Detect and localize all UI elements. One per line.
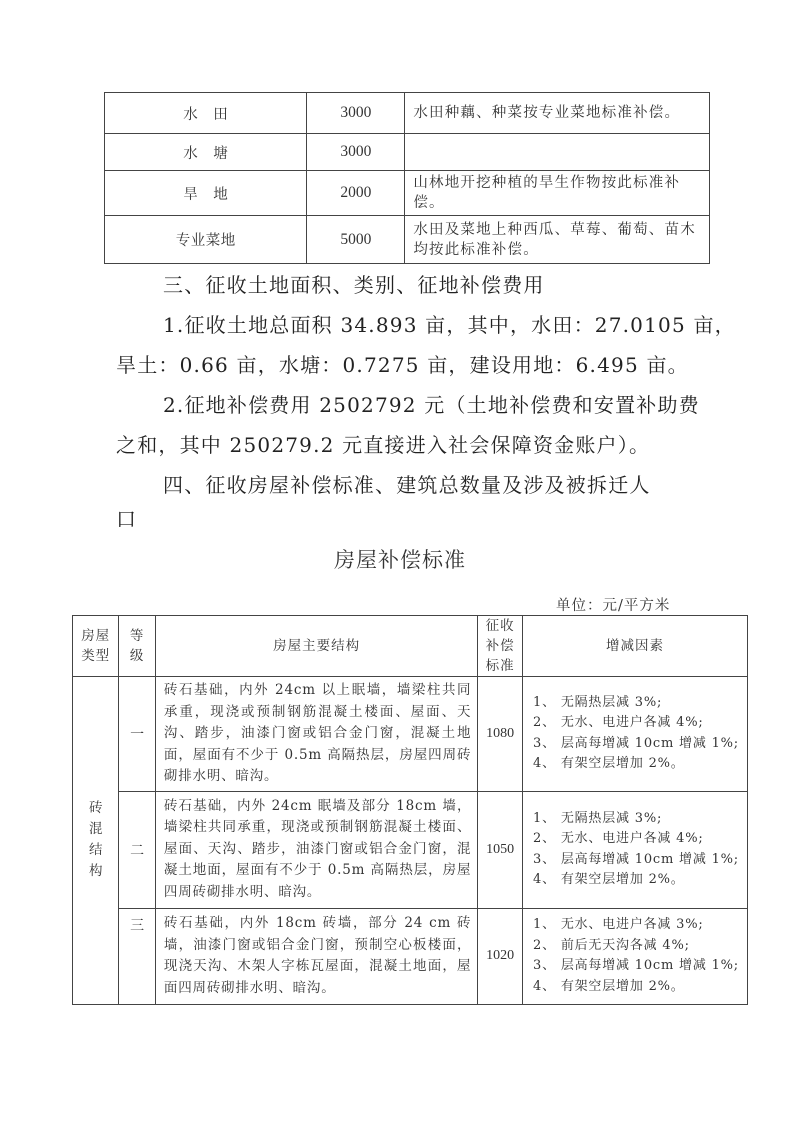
land-note-cell: 水田及菜地上种西瓜、草莓、葡萄、苗木均按此标准补偿。 <box>405 216 710 264</box>
table-row <box>73 908 748 1004</box>
land-type: 旱 地 <box>183 186 229 203</box>
land-type: 专业菜地 <box>175 233 236 249</box>
land-price-cell: 3000 <box>307 93 405 134</box>
factor-item: 1、 无隔热层减 3%; <box>533 810 663 826</box>
price-cell: 1080 <box>478 677 523 792</box>
factor-item: 3、 层高每增减 10cm 增减 1%; <box>533 958 739 973</box>
factor-item: 1、 无水、电进户各减 3%; <box>533 917 704 932</box>
section3-p1-line1: 1.征收土地总面积 34.893 亩，其中，水田：27.0105 亩， <box>163 313 736 337</box>
house-type-label <box>88 798 104 882</box>
price-cell: 1050 <box>478 791 523 908</box>
house-type-char: 结 <box>88 842 103 859</box>
factors-cell <box>523 791 748 908</box>
header-text: 类型 <box>81 648 111 664</box>
section4-heading-line2: 口 <box>116 507 138 531</box>
land-compensation-table <box>104 92 710 264</box>
header-text: 等 <box>129 628 145 644</box>
factor-item: 3、 层高每增减 10cm 增减 1%; <box>533 851 739 867</box>
land-row <box>105 171 710 216</box>
section3-p1-line2: 旱土：0.66 亩，水塘：0.7275 亩，建设用地：6.495 亩。 <box>116 353 689 377</box>
section3-p2-line2: 之和，其中 250279.2 元直接进入社会保障资金账户）。 <box>116 433 651 457</box>
land-row <box>105 216 710 264</box>
grade-cell: 三 <box>119 908 156 1004</box>
land-row <box>105 93 710 134</box>
house-table-title: 房屋补偿标准 <box>334 548 466 572</box>
factor-item: 1、 无隔热层减 3%; <box>533 694 663 710</box>
header-grade <box>119 616 156 677</box>
land-note-cell: 山林地开挖种植的旱生作物按此标准补偿。 <box>405 171 710 216</box>
header-row <box>73 616 748 677</box>
section4-heading-line1: 四、征收房屋补偿标准、建筑总数量及涉及被拆迁人 <box>163 473 651 497</box>
unit-label: 单位：元/平方米 <box>556 598 671 614</box>
header-text: 标准 <box>485 658 515 674</box>
structure-cell: 砖石基础，内外 18cm 砖墙，部分 24 cm 砖墙，油漆门窗或铝合金门窗，预制空心板楼面，现浇天沟、木架人字栋瓦屋面，混凝土地面，屋面四周砖砌排水明、暗沟。 <box>155 908 477 1004</box>
section3-p2-line1: 2.征地补偿费用 2502792 元（土地补偿费和安置补助费 <box>163 393 700 417</box>
house-compensation-table <box>72 615 748 1005</box>
header-text: 补偿 <box>485 638 515 654</box>
land-price-cell: 5000 <box>307 216 405 264</box>
table-row <box>73 791 748 908</box>
factor-item: 2、 无水、电进户各减 4%; <box>533 715 704 731</box>
land-type-cell <box>105 134 307 171</box>
grade-cell: 二 <box>119 791 156 908</box>
header-structure: 房屋主要结构 <box>155 616 477 677</box>
header-price <box>478 616 523 677</box>
factor-item: 2、 无水、电进户各减 4%; <box>533 831 704 846</box>
factor-item: 4、 有架空层增加 2%。 <box>533 756 685 772</box>
header-house-type <box>73 616 119 677</box>
house-type-char: 构 <box>88 863 103 880</box>
header-text: 房屋 <box>81 628 111 644</box>
factor-item: 2、 前后无天沟各减 4%; <box>533 937 690 953</box>
land-type-cell <box>105 93 307 134</box>
structure-cell: 砖石基础，内外 24cm 以上眠墙，墙梁柱共同承重，现浇或预制钢筋混凝土楼面、屋面、天沟、踏步，油漆门窗或铝合金门窗，混凝土地面，屋面有不少于 0.5m 高隔热层，房屋四周砖砌排水明、暗沟。 <box>155 677 477 792</box>
header-text: 级 <box>129 648 145 664</box>
table-row <box>73 677 748 792</box>
house-type-cell <box>73 677 119 1005</box>
land-price-cell: 2000 <box>307 171 405 216</box>
factor-item: 4、 有架空层增加 2%。 <box>533 978 685 994</box>
header-text: 征收 <box>485 618 515 634</box>
header-factors: 增减因素 <box>523 616 748 677</box>
structure-cell: 砖石基础，内外 24cm 眠墙及部分 18cm 墙，墙梁柱共同承重，现浇或预制钢筋混凝土楼面、屋面、天沟、踏步，油漆门窗或铝合金门窗，混凝土地面，屋面有不少于 0.5m 高隔热层，房屋四周砖砌排水明、暗沟。 <box>155 791 477 908</box>
section3-heading: 三、征收土地面积、类别、征地补偿费用 <box>163 273 545 297</box>
land-type-cell <box>105 216 307 264</box>
house-type-char: 混 <box>88 821 103 838</box>
land-type-cell <box>105 171 307 216</box>
land-note-cell <box>405 134 710 171</box>
factors-cell <box>523 677 748 792</box>
factor-item: 3、 层高每增减 10cm 增减 1%; <box>533 735 739 751</box>
land-price-cell: 3000 <box>307 134 405 171</box>
factor-item: 4、 有架空层增加 2%。 <box>533 872 685 887</box>
house-type-char: 砖 <box>88 800 103 817</box>
grade-cell: 一 <box>119 677 156 792</box>
land-row <box>105 134 710 171</box>
factors-cell <box>523 908 748 1004</box>
land-type: 水 田 <box>183 106 229 123</box>
price-cell: 1020 <box>478 908 523 1004</box>
land-type: 水 塘 <box>183 145 229 162</box>
land-note-cell: 水田种藕、种菜按专业菜地标准补偿。 <box>405 93 710 134</box>
